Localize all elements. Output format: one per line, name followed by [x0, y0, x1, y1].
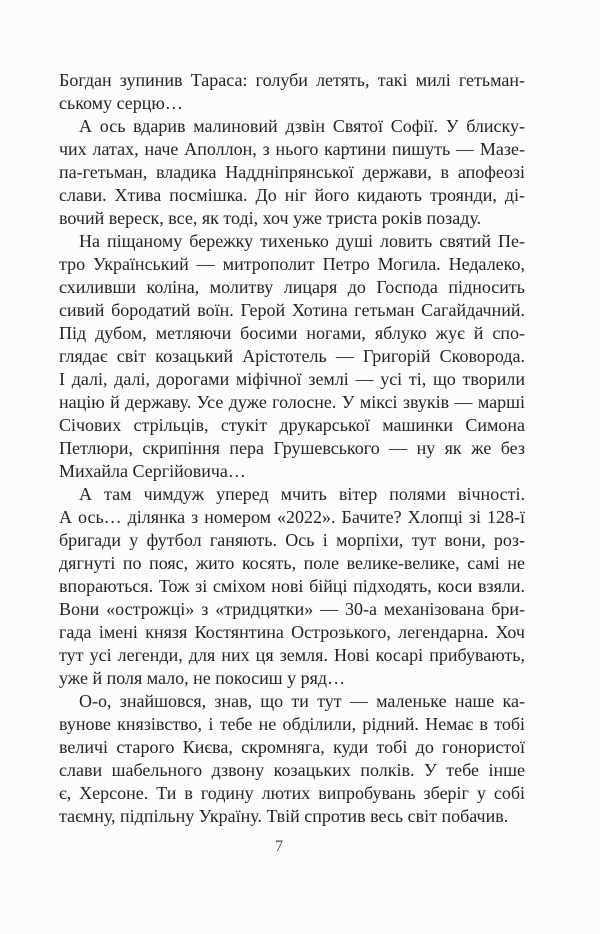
text-line: О-о, знайшовся, знав, що ти тут — маленьке наше ка-	[79, 691, 525, 711]
text-line: Михайла Сергійовича…	[59, 461, 246, 481]
text-line: слави шабельного дзвону козацьких полків. У тебе інше	[59, 760, 525, 780]
text-line: Вони «острожці» з «тридцятки» — 30-а механізована бри-	[59, 599, 525, 619]
text-line: А там чимдуж уперед мчить вітер полями вічності.	[79, 484, 525, 504]
text-line: бригади у футбол ганяють. Ось і морпіхи, тут вони, роз-	[59, 530, 525, 550]
paragraph	[59, 483, 525, 690]
text-line: Січових стрільців, стукіт друкарської машинки Симона	[59, 415, 525, 435]
page-number: 7	[275, 838, 283, 855]
text-line: дягнуті по пояс, жито косять, поле велике-велике, самі не	[59, 553, 525, 573]
paragraph	[59, 69, 525, 115]
text-line: величі старого Києва, скромняга, куди тобі до гонористої	[59, 737, 525, 757]
text-line: є, Херсоне. Ти в годину лютих випробувань зберіг у собі	[59, 783, 525, 803]
text-line: націю й державу. Усе дуже голосне. У міксі звуків — марші	[59, 392, 525, 412]
text-line: На піщаному бережку тихенько душі ловить святий Пе-	[79, 231, 525, 251]
text-line: тро Український — митрополит Петро Могила. Недалеко,	[59, 254, 525, 274]
text-line: гада імені князя Костянтина Острозького, легендарна. Хоч	[59, 622, 525, 642]
text-line: сивий бородатий воїн. Герой Хотина гетьман Сагайдачний.	[59, 300, 525, 320]
text-line: па-гетьман, владика Наддніпрянської держави, в апофеозі	[59, 162, 525, 182]
text-line: А ось… ділянка з номером «2022». Бачите? Хлопці зі 128-ї	[59, 507, 525, 527]
body-text	[59, 69, 525, 828]
text-line: тут усі легенди, для них ця земля. Нові косарі прибувають,	[59, 645, 525, 665]
text-line: Богдан зупинив Тараса: голуби летять, такі милі гетьман-	[59, 70, 525, 90]
paragraph	[59, 230, 525, 483]
text-line: І далі, далі, дорогами міфічної землі — усі ті, що творили	[59, 369, 525, 389]
text-line: схиливши коліна, молитву лицаря до Господа підносить	[59, 277, 525, 297]
text-line: уже й поля мало, не покосиш у ряд…	[59, 668, 346, 688]
text-line: глядає світ козацький Арістотель — Григорій Сковорода.	[59, 346, 525, 366]
paragraph	[59, 115, 525, 230]
text-line: Петлюри, скрипіння пера Грушевського — ну як же без	[59, 438, 525, 458]
paragraph	[59, 690, 525, 828]
text-line: вунове князівство, і тебе не обділили, рідний. Немає в тобі	[59, 714, 525, 734]
text-line: чих латах, наче Аполлон, з нього картини пишуть — Мазе-	[59, 139, 525, 159]
text-line: Під дубом, метляючи босими ногами, яблуко жує й спо-	[59, 323, 525, 343]
text-line: вочий вереск, все, як тоді, хоч уже триста років позаду.	[59, 208, 482, 228]
text-line: слави. Хтива посмішка. До ніг його кидають троянди, ді-	[59, 185, 525, 205]
text-line: впораються. Тож зі сміхом нові бійці підходять, коси взяли.	[59, 576, 525, 596]
text-line: ському серцю…	[59, 93, 183, 113]
text-line: А ось вдарив малиновий дзвін Святої Софії. У блиску-	[79, 116, 525, 136]
text-line: таємну, підпільну Україну. Твій спротив весь світ побачив.	[59, 806, 509, 826]
